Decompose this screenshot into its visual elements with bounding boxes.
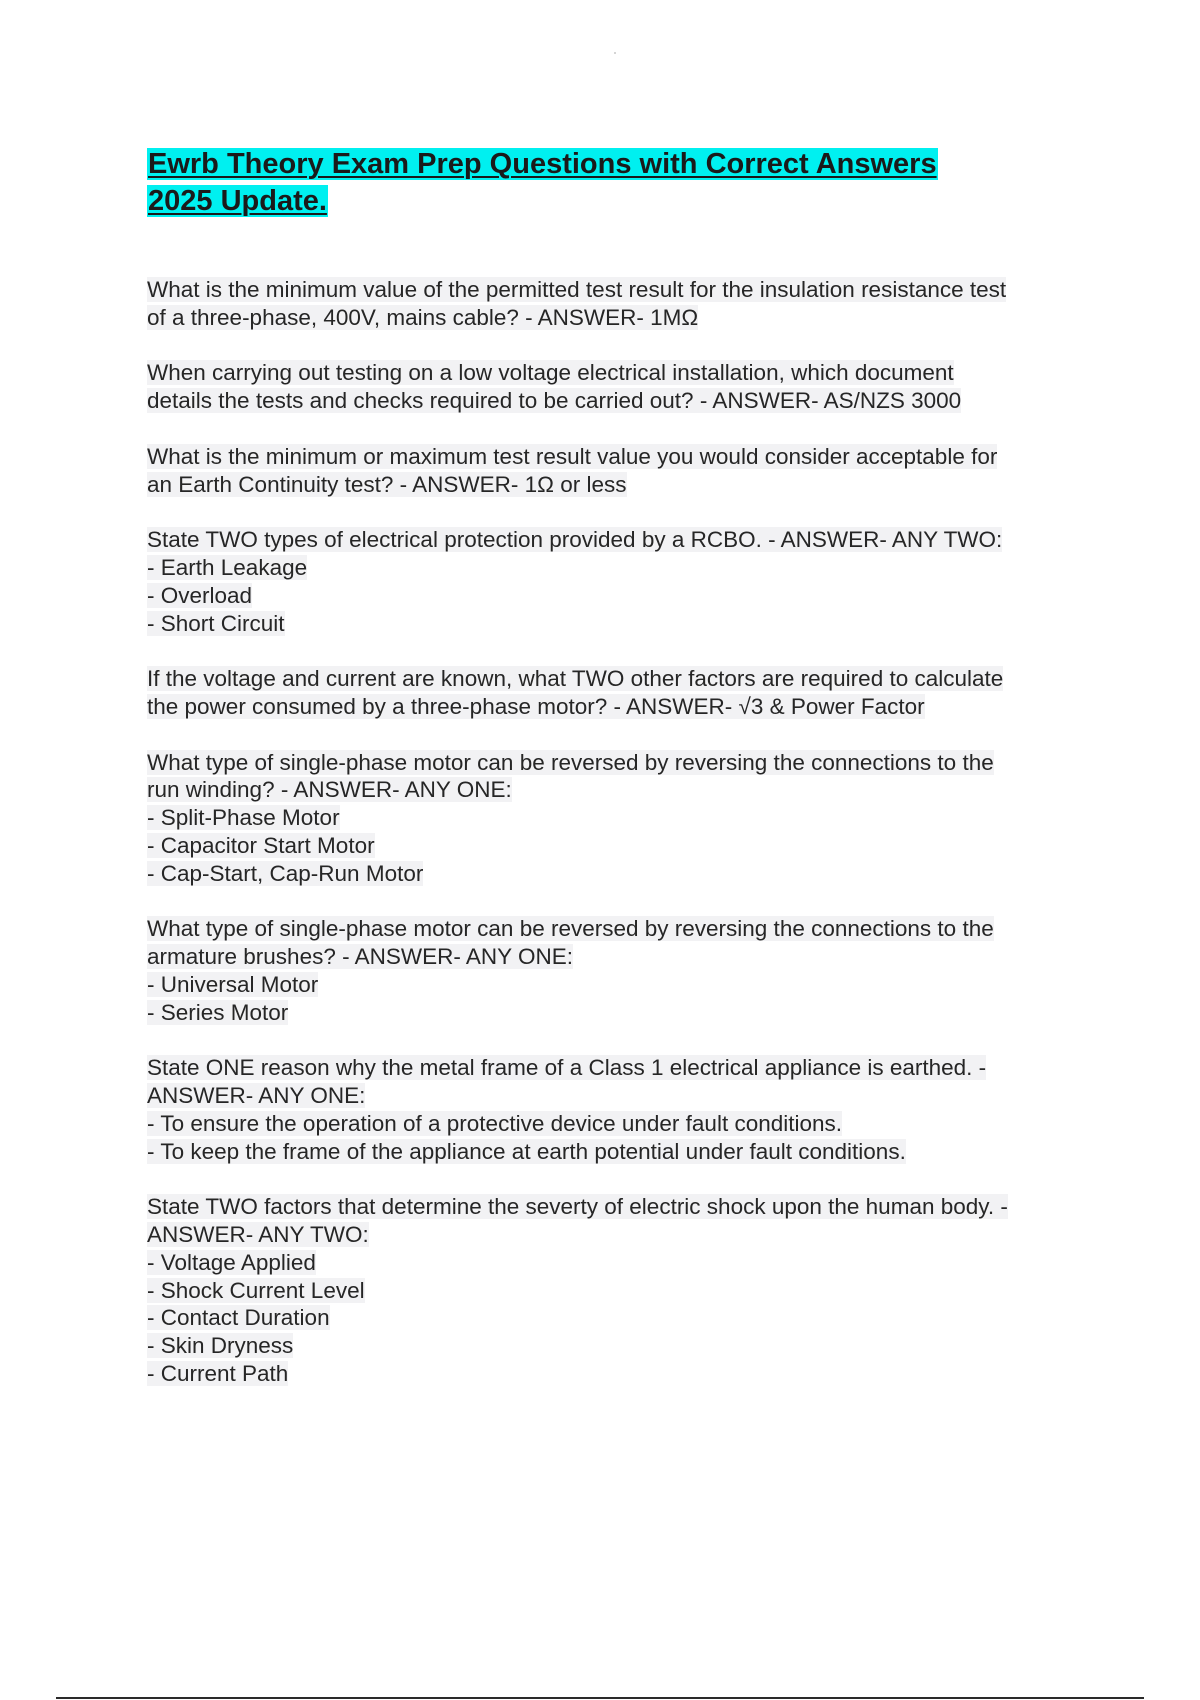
answer-line [147,471,1087,499]
answer-line [147,387,1087,415]
answer-line [147,1332,1087,1360]
question-line [147,1054,1087,1082]
answer-line [147,610,1087,638]
line-text: ANSWER- ANY ONE: [147,1083,366,1109]
answer-line [147,999,1087,1027]
title-line-2: 2025 Update. [148,185,327,217]
qa-block [147,915,1087,1026]
line-text: What type of single-phase motor can be reversed by reversing the connections to the [147,749,994,775]
answer-line [147,304,1087,332]
answer-line [147,832,1087,860]
line-text: - Shock Current Level [147,1277,365,1303]
question-line [147,915,1087,943]
document-title [147,146,1047,220]
title-line-1: Ewrb Theory Exam Prep Questions with Correct Answers [148,148,937,180]
line-text: What is the minimum or maximum test result value you would consider acceptable for [147,443,998,469]
line-text: - Capacitor Start Motor [147,832,375,858]
line-text: State TWO types of electrical protection provided by a RCBO. - ANSWER- ANY TWO: [147,527,1003,553]
qa-block [147,359,1087,415]
question-line [147,1193,1087,1221]
line-text: - Voltage Applied [147,1249,316,1275]
line-text: armature brushes? - ANSWER- ANY ONE: [147,944,573,970]
answer-line [147,943,1087,971]
answer-line [147,1360,1087,1388]
line-text: What is the minimum value of the permitted test result for the insulation resistance test [147,277,1007,302]
line-text: details the tests and checks required to be carried out? - ANSWER- AS/NZS 3000 [147,388,962,414]
qa-block [147,276,1087,332]
line-text: an Earth Continuity test? - ANSWER- 1Ω or less [147,471,627,497]
line-text: What type of single-phase motor can be reversed by reversing the connections to the [147,916,994,942]
line-text: - Short Circuit [147,610,285,636]
answer-line [147,1304,1087,1332]
line-text: - To keep the frame of the appliance at earth potential under fault conditions. [147,1138,906,1164]
answer-line [147,804,1087,832]
answer-line [147,1277,1087,1305]
page-mark [614,52,616,54]
qa-block [147,526,1087,637]
qa-list [147,276,1087,1416]
answer-line [147,582,1087,610]
line-text: of a three-phase, 400V, mains cable? - ANSWER- 1MΩ [147,304,699,330]
line-text: When carrying out testing on a low voltage electrical installation, which document [147,360,954,386]
question-line [147,276,1087,304]
line-text: - Cap-Start, Cap-Run Motor [147,860,424,886]
line-text: - Overload [147,582,253,608]
answer-line [147,776,1087,804]
question-line [147,443,1087,471]
line-text: - To ensure the operation of a protective device under fault conditions. [147,1110,843,1136]
answer-line [147,554,1087,582]
line-text: - Universal Motor [147,971,319,997]
question-line [147,749,1087,777]
line-text: State TWO factors that determine the severty of electric shock upon the human body. - [147,1194,1008,1220]
answer-line [147,1082,1087,1110]
answer-line [147,1249,1087,1277]
qa-block [147,1193,1087,1388]
question-line [147,526,1087,554]
answer-line [147,693,1087,721]
line-text: - Contact Duration [147,1305,330,1331]
line-text: - Split-Phase Motor [147,805,340,831]
line-text: State ONE reason why the metal frame of a Class 1 electrical appliance is earthed. - [147,1055,987,1081]
answer-line [147,1110,1087,1138]
qa-block [147,443,1087,499]
line-text: - Series Motor [147,999,289,1025]
answer-line [147,971,1087,999]
page-bottom-rule [56,1697,1144,1699]
question-line [147,665,1087,693]
answer-line [147,1138,1087,1166]
answer-line [147,860,1087,888]
answer-line [147,1221,1087,1249]
line-text: - Skin Dryness [147,1333,294,1359]
line-text: - Earth Leakage [147,554,308,580]
line-text: ANSWER- ANY TWO: [147,1222,369,1248]
line-text: If the voltage and current are known, what TWO other factors are required to calculate [147,666,1004,692]
line-text: the power consumed by a three-phase motor? - ANSWER- √3 & Power Factor [147,693,925,719]
line-text: run winding? - ANSWER- ANY ONE: [147,777,512,803]
question-line [147,359,1087,387]
qa-block [147,1054,1087,1165]
line-text: - Current Path [147,1361,289,1387]
qa-block [147,665,1087,721]
qa-block [147,749,1087,888]
